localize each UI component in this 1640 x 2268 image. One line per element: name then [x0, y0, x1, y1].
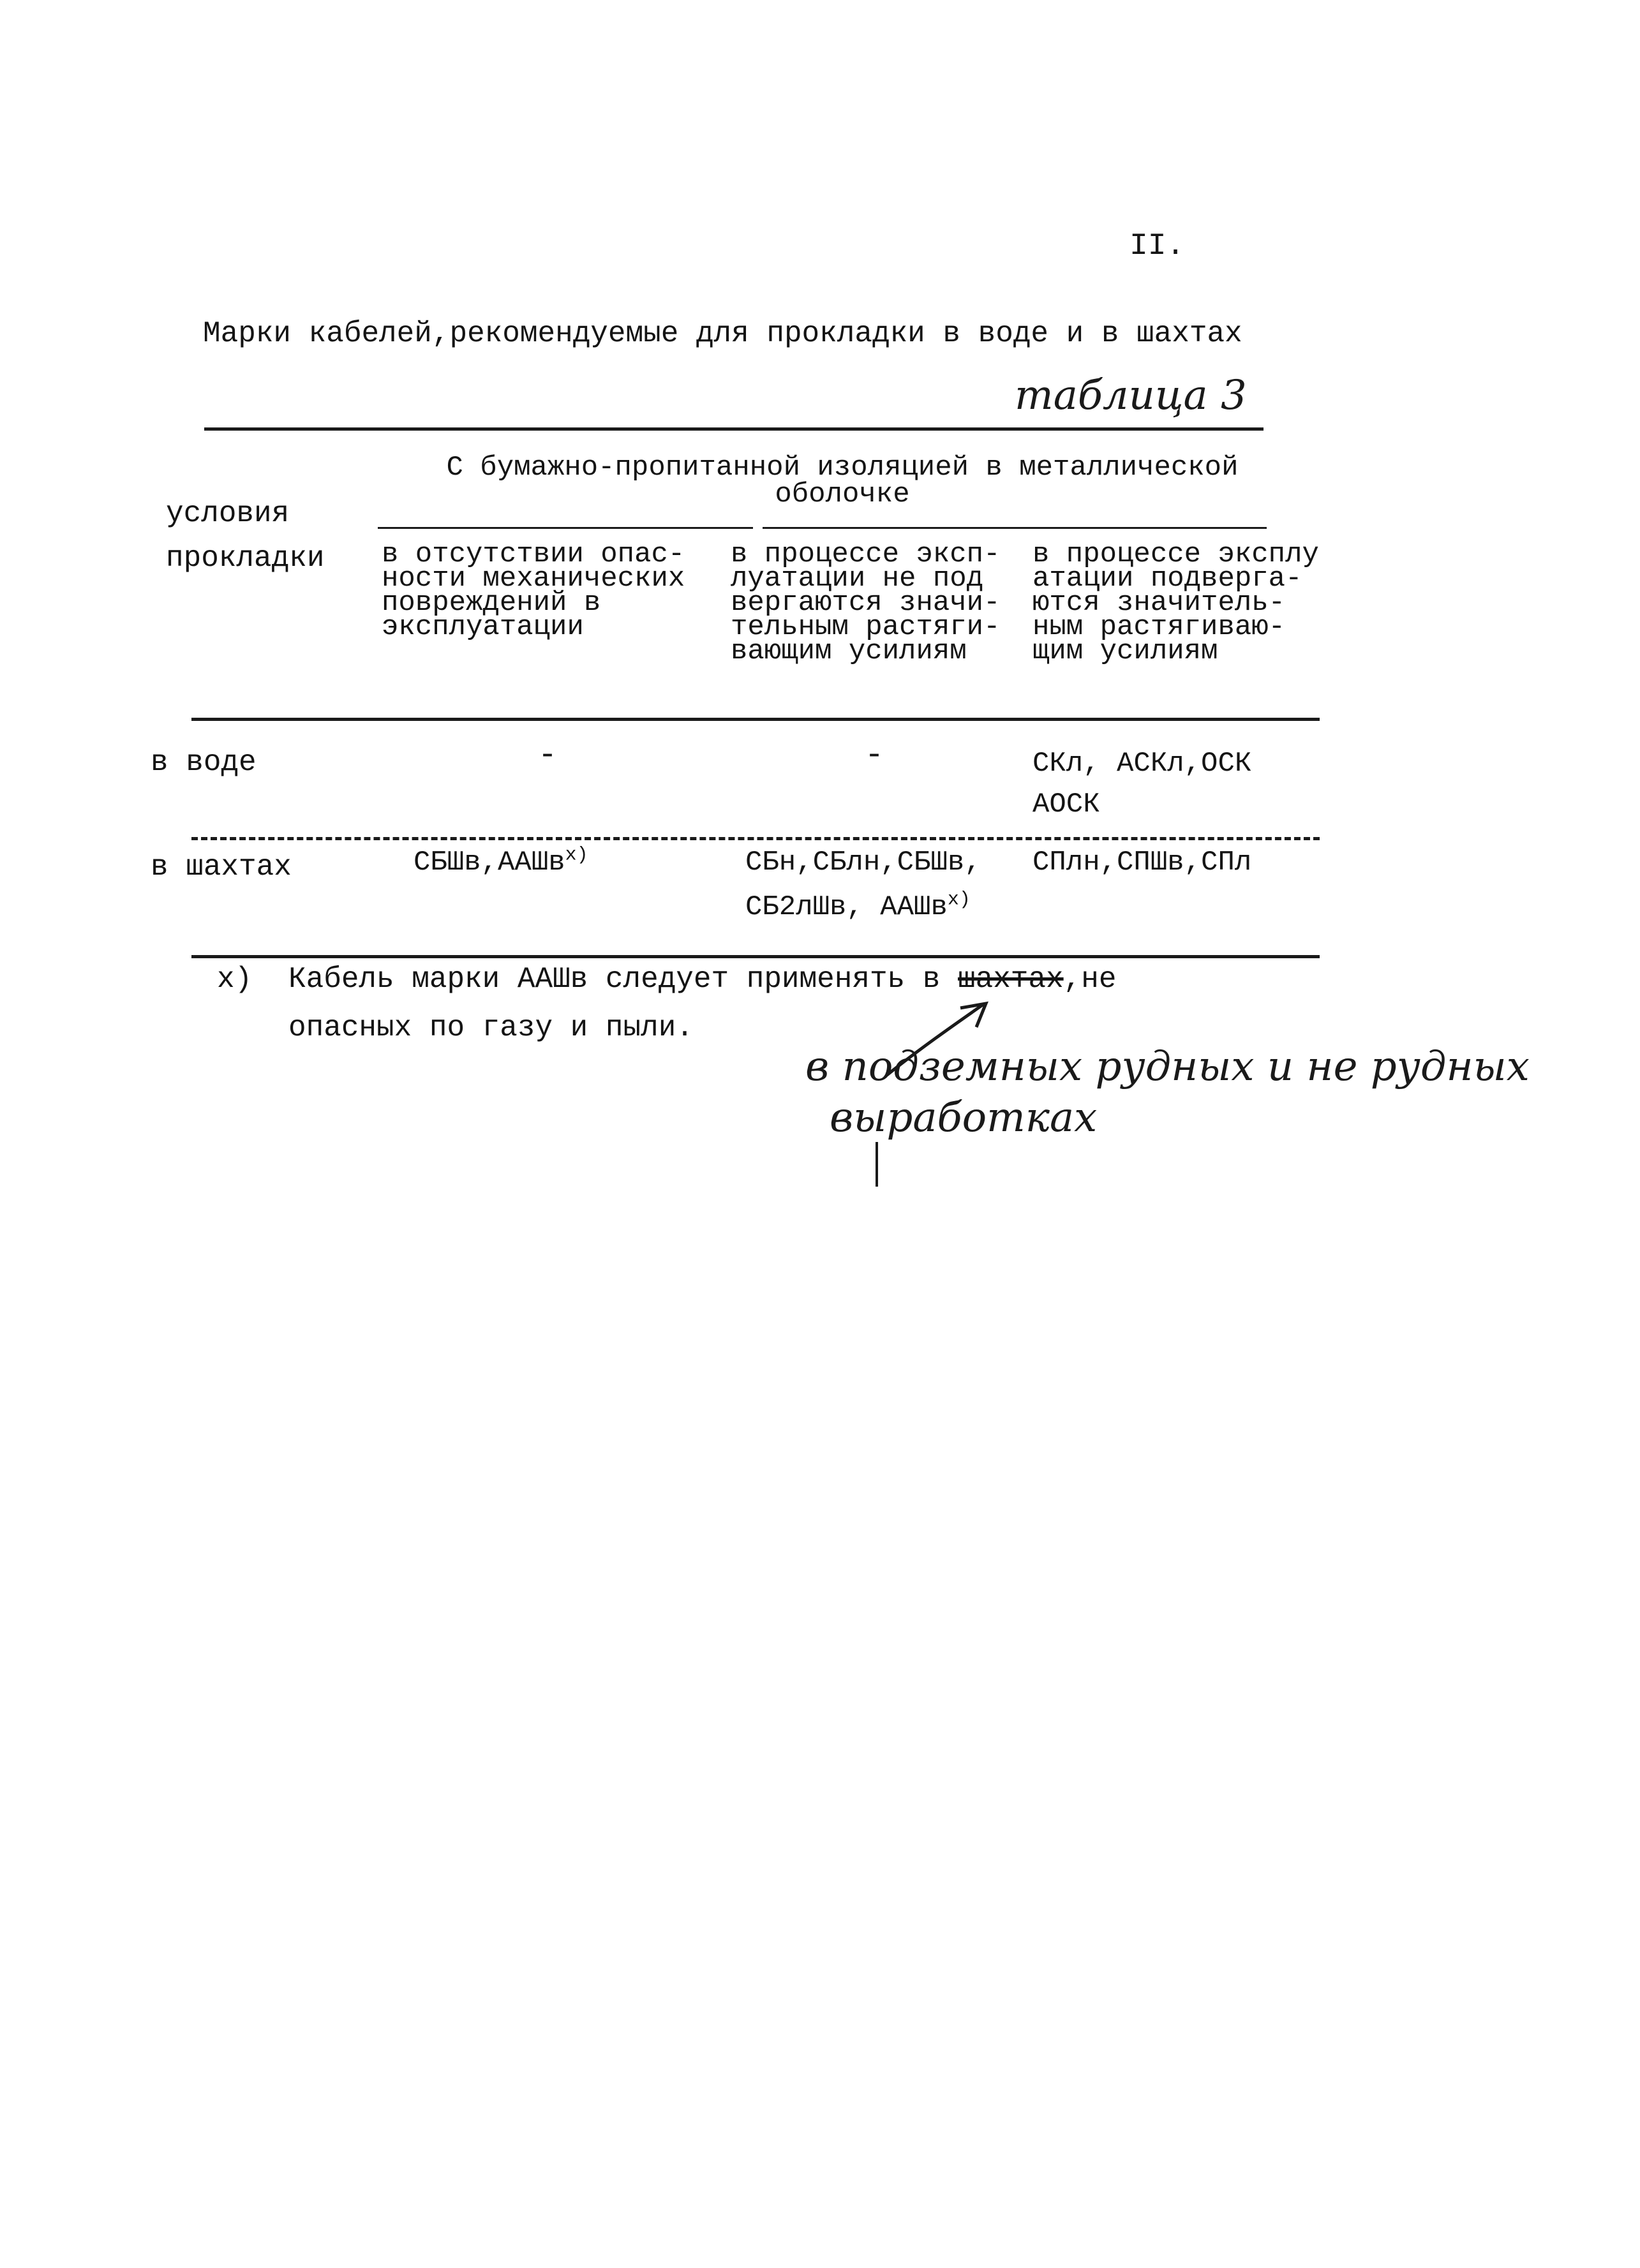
page-title: Марки кабелей,рекомендуемые для прокладки в воде и в шахтах — [203, 317, 1242, 350]
table-bottom-rule — [191, 955, 1320, 958]
row-mines-col1 — [414, 844, 588, 878]
footnote-marker: х) — [217, 963, 253, 996]
row-mines-col2-line1: СБн,СБлн,СБШв, — [745, 847, 981, 878]
row-mines-col2-text: СБ2лШв, ААШв — [745, 891, 948, 923]
header-col2: в процессе эксп- луатации не под вергаются значи- тельным растяги- вающим усилиям — [731, 538, 1001, 667]
page-number: II. — [1129, 229, 1185, 263]
footnote-struck-word: шахтах — [957, 963, 1064, 996]
header-group: С бумажно-пропитанной изоляцией в металлической оболочке — [446, 452, 1239, 510]
header-col1: в отсутствии опас- ности механических повреждений в эксплуатации — [382, 538, 685, 643]
handwritten-insert-line1: в подземных рудных и не рудных — [805, 1043, 1530, 1090]
row-mines-col1-mark: х) — [565, 844, 588, 866]
header-conditions: условия прокладки — [166, 497, 325, 575]
header-col3: в процессе эксплу атации подверга- ются значитель- ным растягиваю- щим усилиям — [1032, 538, 1319, 667]
row-separator — [191, 837, 1320, 840]
handwritten-stroke — [876, 1142, 880, 1187]
row-water-col3: СКл, АСКл,ОСК АОСК — [1032, 748, 1252, 820]
row-water-col2: - — [865, 737, 884, 774]
row-mines-col2-mark: х) — [947, 889, 971, 911]
footnote-line2: опасных по газу и пыли. — [288, 1011, 694, 1044]
row-water-condition: в воде — [151, 746, 257, 779]
row-mines-condition: в шахтах — [151, 850, 292, 884]
table-label: таблица 3 — [1015, 372, 1247, 419]
table-top-rule — [204, 427, 1264, 431]
group-underline-left — [378, 527, 753, 529]
row-mines-col3: СПлн,СПШв,СПл — [1032, 847, 1252, 878]
footnote-text-before: Кабель марки ААШв следует применять в — [288, 963, 958, 996]
row-mines-col2-line2 — [745, 889, 971, 923]
footnote-line1 — [288, 965, 1116, 994]
footnote-text-after: ,не — [1063, 963, 1117, 996]
row-water-col1: - — [538, 737, 558, 774]
handwritten-insert-line2: выработках — [830, 1094, 1098, 1141]
header-bottom-rule — [191, 718, 1320, 721]
group-underline-right — [763, 527, 1267, 529]
row-mines-col1-text: СБШв,ААШв — [414, 847, 565, 878]
